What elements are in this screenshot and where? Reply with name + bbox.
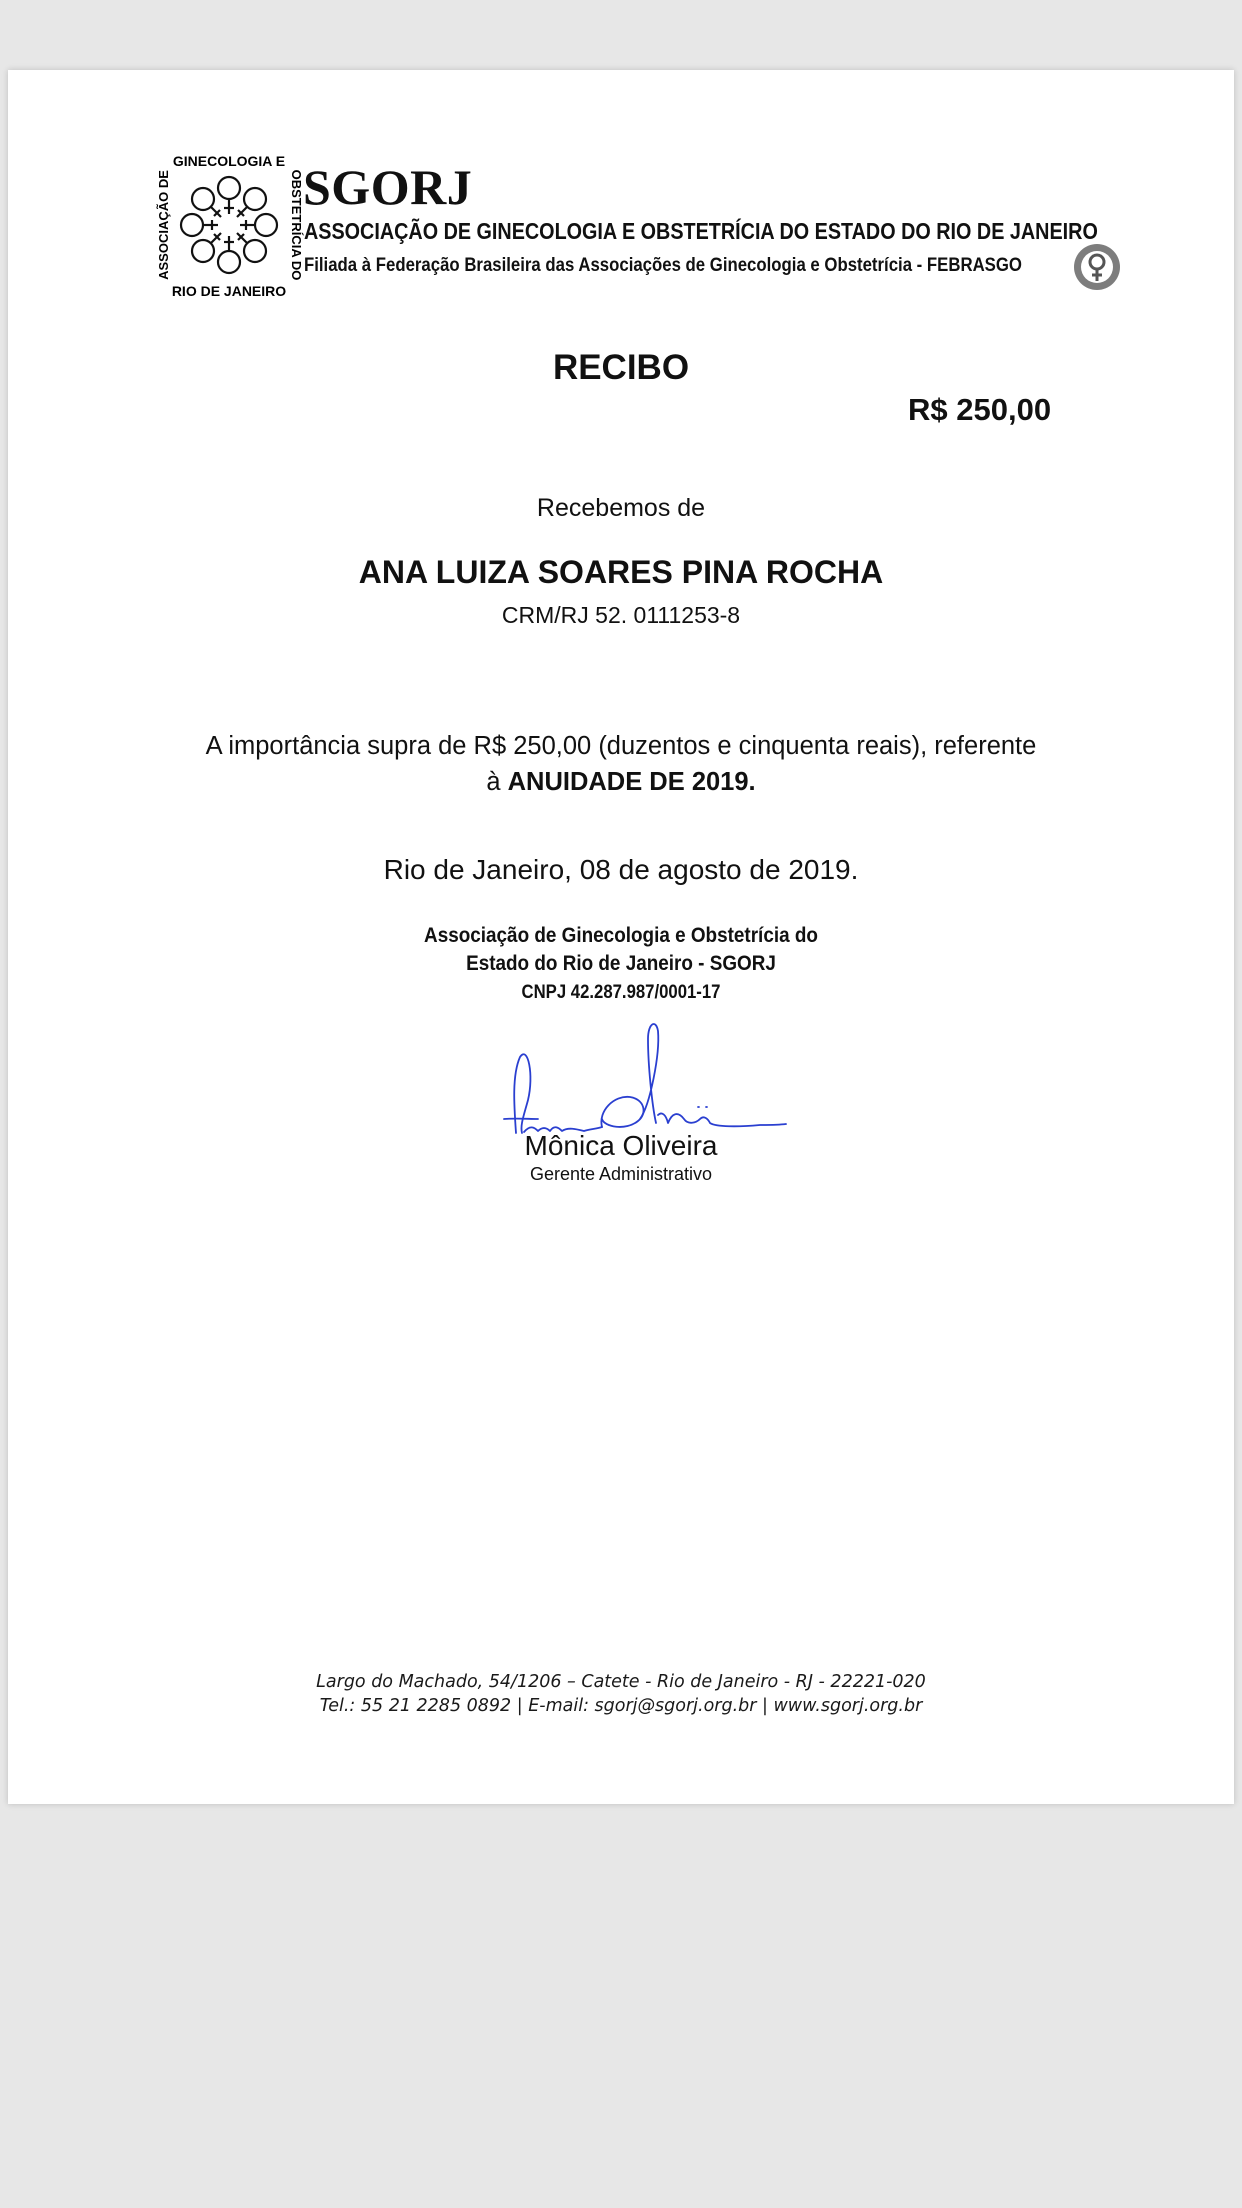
issuer-cnpj: CNPJ 42.287.987/0001-17 <box>521 982 721 1003</box>
signer-name: Mônica Oliveira <box>524 1130 718 1161</box>
female-symbol-icon <box>1072 242 1122 292</box>
sgorj-logo-icon <box>154 150 304 300</box>
org-acronym: SGORJ <box>303 159 473 215</box>
payer-registration: CRM/RJ 52. 0111253-8 <box>501 602 741 628</box>
org-affiliation: Filiada à Federação Brasileira das Associações de Ginecologia e Obstetrícia - FEBRASGO <box>304 254 1022 276</box>
issuer-name-line-2: Estado do Rio de Janeiro - SGORJ <box>466 952 776 975</box>
description-prefix: à <box>486 768 508 796</box>
sgorj-logo <box>154 150 304 360</box>
footer-contact: Tel.: 55 21 2285 0892 | E-mail: sgorj@sgorj.org.br | www.sgorj.org.br <box>319 1696 923 1716</box>
footer-address: Largo do Machado, 54/1206 – Catete - Rio de Janeiro - RJ - 22221-020 <box>316 1672 926 1692</box>
logo-text-top: GINECOLOGIA E <box>172 153 286 169</box>
received-from-label: Recebemos de <box>536 494 706 522</box>
receipt-amount: R$ 250,00 <box>908 392 1052 427</box>
logo-text-right: OBSTETRÍCIA DO <box>289 169 304 281</box>
logo-text-left: ASSOCIAÇÃO DE <box>156 170 171 280</box>
org-full-name: ASSOCIAÇÃO DE GINECOLOGIA E OBSTETRÍCIA DO ESTADO DO RIO DE JANEIRO <box>304 218 1098 244</box>
payer-name: ANA LUIZA SOARES PINA ROCHA <box>358 554 884 590</box>
febrasgo-logo <box>1072 242 1122 292</box>
description-line-1: A importância supra de R$ 250,00 (duzentos e cinquenta reais), referente <box>205 732 1037 760</box>
issuer-name-line-1: Associação de Ginecologia e Obstetrícia do <box>424 924 818 947</box>
logo-ring-of-circles <box>181 177 277 273</box>
signer-role: Gerente Administrativo <box>529 1164 713 1184</box>
description-line-2 <box>8 768 1234 797</box>
receipt-page <box>8 70 1234 1804</box>
receipt-title: RECIBO <box>552 348 690 387</box>
place-date: Rio de Janeiro, 08 de agosto de 2019. <box>383 854 859 885</box>
logo-text-bottom: RIO DE JANEIRO <box>171 283 287 299</box>
description-subject: ANUIDADE DE 2019. <box>507 768 756 796</box>
